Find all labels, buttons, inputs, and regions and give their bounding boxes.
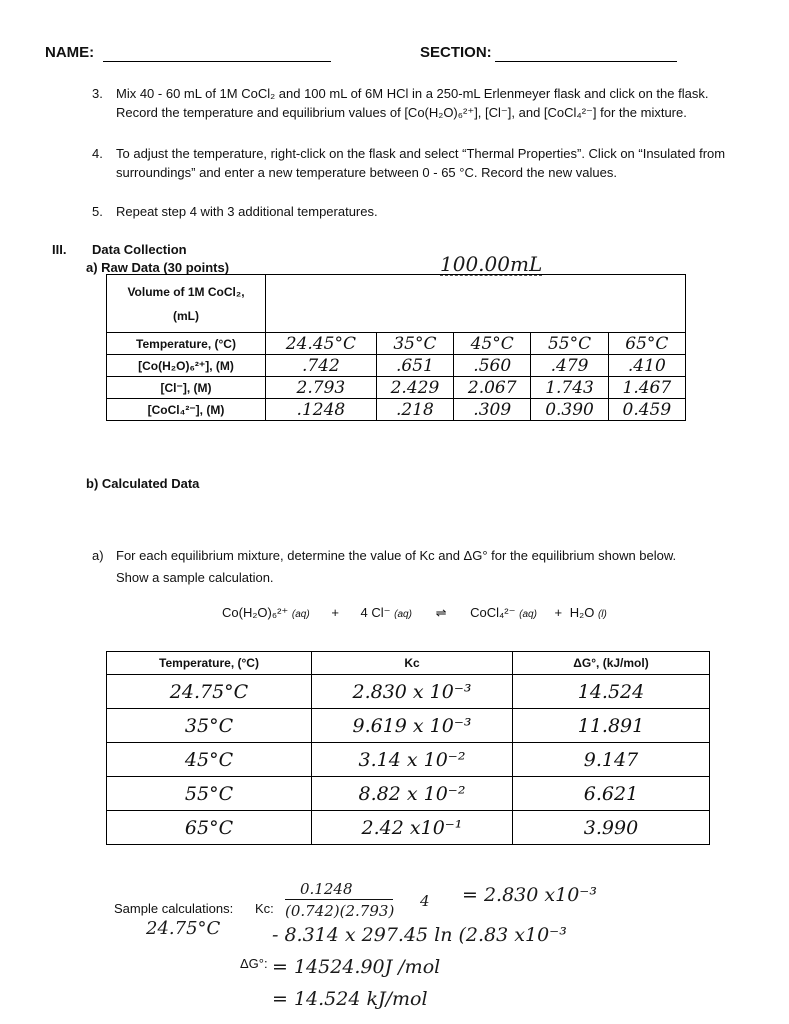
cell-value: .479: [531, 355, 608, 377]
plus-sign: +: [554, 605, 563, 620]
step-number: 5.: [92, 204, 103, 219]
column-header: Kc: [312, 652, 513, 675]
cell-value: 2.067: [454, 377, 531, 399]
row-label: [CoCl₄²⁻], (M): [107, 399, 266, 421]
cell-value: 3.14 x 10⁻²: [312, 743, 513, 777]
equilibrium-arrow-icon: ⇌: [435, 605, 447, 620]
cell-value: 45°C: [107, 743, 312, 777]
equilibrium-equation: [222, 605, 607, 621]
cell-value: 1.743: [531, 377, 608, 399]
cell-value: 45°C: [454, 333, 531, 355]
question-text-2: Show a sample calculation.: [116, 570, 274, 585]
kc-denominator: (0.742)(2.793): [285, 902, 395, 920]
section-label: SECTION:: [420, 44, 492, 61]
product-2: H₂O: [569, 605, 595, 620]
cell-value: .742: [266, 355, 377, 377]
cell-value: 9.147: [513, 743, 710, 777]
calculated-data-table: [106, 651, 710, 845]
cell-value: 14.524: [513, 675, 710, 709]
section-field-line[interactable]: [495, 61, 677, 62]
volume-unit: (mL): [173, 308, 199, 323]
plus-sign: +: [331, 605, 339, 620]
reactant-1: Co(H₂O)₆²⁺: [222, 605, 289, 620]
cell-value: 3.990: [513, 811, 710, 845]
cell-value: .1248: [266, 399, 377, 421]
section-title: Data Collection: [92, 242, 187, 257]
table-row: [107, 709, 710, 743]
cell-value: 2.429: [376, 377, 453, 399]
cell-value: 35°C: [107, 709, 312, 743]
reactant-1-state: (aq): [291, 609, 310, 620]
table-row: [107, 355, 686, 377]
cell-value: .309: [454, 399, 531, 421]
volume-value-cell[interactable]: [266, 275, 686, 333]
kc-power: 4: [420, 892, 430, 910]
kc-result: = 2.830 x10⁻³: [462, 884, 597, 906]
table-row: [107, 377, 686, 399]
dg-label: ΔG°:: [240, 956, 268, 971]
step-text: Mix 40 - 60 mL of 1M CoCl₂ and 100 mL of 6M HCl in a 250-mL Erlenmeyer flask and click on the flask. Record the temperature and equilibrium values of [Co(H₂O)₆²⁺], [Cl⁻], and [CoCl₄²⁻] for the mixture.: [116, 86, 709, 120]
volume-label: Volume of 1M CoCl₂,: [127, 284, 245, 299]
reactant-2: 4 Cl⁻: [360, 605, 391, 620]
cell-value: 24.75°C: [107, 675, 312, 709]
product-1-state: (aq): [519, 609, 537, 620]
calculated-data-heading: b) Calculated Data: [86, 476, 200, 491]
cell-value: 11.891: [513, 709, 710, 743]
kc-numerator: 0.1248: [300, 880, 353, 898]
row-label: Temperature, (°C): [107, 333, 266, 355]
cell-value: 24.45°C: [266, 333, 377, 355]
raw-data-heading: a) Raw Data (30 points): [86, 260, 230, 275]
question-text: For each equilibrium mixture, determine the value of Kc and ΔG° for the equilibrium shown below.: [116, 548, 677, 563]
row-label: [Cl⁻], (M): [107, 377, 266, 399]
volume-handwritten: 100.00mL: [440, 252, 543, 276]
dg-line-1: - 8.314 x 297.45 ln (2.83 x10⁻³: [272, 924, 567, 946]
column-header: Temperature, (°C): [107, 652, 312, 675]
fraction-bar: [285, 899, 393, 900]
raw-data-table: [106, 274, 686, 421]
name-label: NAME:: [45, 44, 95, 61]
cell-value: 8.82 x 10⁻²: [312, 777, 513, 811]
question-label: a): [92, 548, 104, 563]
cell-value: 0.459: [608, 399, 685, 421]
table-header-row: [107, 652, 710, 675]
product-2-state: (l): [597, 609, 607, 620]
cell-value: 65°C: [107, 811, 312, 845]
row-label: [Co(H₂O)₆²⁺], (M): [107, 355, 266, 377]
table-row: [107, 275, 686, 333]
cell-value: .651: [376, 355, 453, 377]
cell-value: .560: [454, 355, 531, 377]
cell-value: 6.621: [513, 777, 710, 811]
cell-value: 2.42 x10⁻¹: [312, 811, 513, 845]
product-1: CoCl₄²⁻: [470, 605, 516, 620]
step-text: To adjust the temperature, right-click on the flask and select “Thermal Properties”. Click on “Insulated from surroundings” and enter a new temperature between 0 - 65 °C. Record the new values.: [116, 146, 726, 180]
volume-label-cell: [107, 275, 266, 333]
cell-value: 65°C: [608, 333, 685, 355]
step-number: 4.: [92, 146, 103, 161]
table-row: [107, 333, 686, 355]
cell-value: .410: [608, 355, 685, 377]
step-text: Repeat step 4 with 3 additional temperatures.: [116, 204, 378, 219]
cell-value: 1.467: [608, 377, 685, 399]
cell-value: 2.830 x 10⁻³: [312, 675, 513, 709]
cell-value: 9.619 x 10⁻³: [312, 709, 513, 743]
table-row: [107, 811, 710, 845]
table-row: [107, 675, 710, 709]
dg-line-2: = 14524.90J /mol: [272, 956, 441, 978]
sample-label: Sample calculations:: [114, 901, 234, 916]
kc-label: Kc:: [255, 901, 274, 916]
section-roman: III.: [52, 242, 67, 257]
cell-value: 0.390: [531, 399, 608, 421]
reactant-2-state: (aq): [394, 609, 412, 620]
column-header: ΔG°, (kJ/mol): [513, 652, 710, 675]
cell-value: .218: [376, 399, 453, 421]
table-row: [107, 743, 710, 777]
sample-temperature: 24.75°C: [146, 918, 221, 939]
cell-value: 55°C: [107, 777, 312, 811]
name-field-line[interactable]: [103, 61, 331, 62]
table-row: [107, 777, 710, 811]
cell-value: 35°C: [376, 333, 453, 355]
step-number: 3.: [92, 86, 103, 101]
cell-value: 2.793: [266, 377, 377, 399]
table-row: [107, 399, 686, 421]
cell-value: 55°C: [531, 333, 608, 355]
dg-line-3: = 14.524 kJ/mol: [272, 988, 428, 1010]
